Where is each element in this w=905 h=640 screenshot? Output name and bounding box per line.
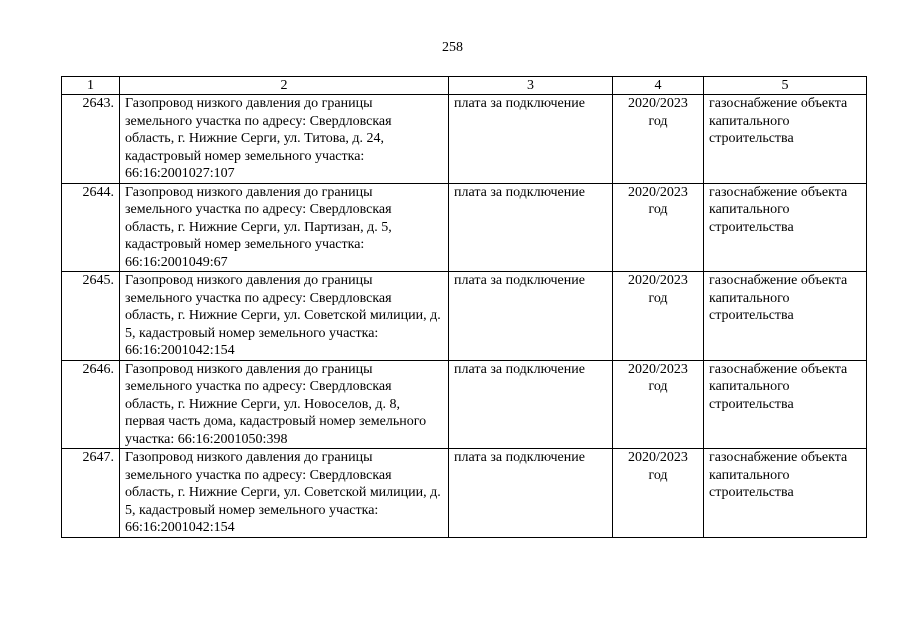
row-number-cell: 2646. xyxy=(62,360,120,449)
table-header-row xyxy=(62,77,867,95)
fee-type-cell: плата за подключение xyxy=(449,449,613,538)
page-number: 258 xyxy=(442,40,463,55)
fee-type-cell: плата за подключение xyxy=(449,272,613,361)
period-cell: 2020/2023 год xyxy=(613,95,704,184)
table-row xyxy=(62,272,867,361)
table-row xyxy=(62,183,867,272)
table-row xyxy=(62,360,867,449)
purpose-cell: газоснабжение объекта капитального строительства xyxy=(704,360,867,449)
row-number-cell: 2643. xyxy=(62,95,120,184)
row-number-cell: 2645. xyxy=(62,272,120,361)
column-header: 4 xyxy=(613,77,704,95)
period-cell: 2020/2023 год xyxy=(613,360,704,449)
row-number-cell: 2644. xyxy=(62,183,120,272)
table-row xyxy=(62,449,867,538)
column-header: 1 xyxy=(62,77,120,95)
object-description-cell: Газопровод низкого давления до границы земельного участка по адресу: Свердловская область, г. Нижние Серги, ул. Партизан, д. 5, кадастровый номер земельного участка: 66:16:2001049:67 xyxy=(120,183,449,272)
registry-table xyxy=(61,76,867,538)
column-header: 3 xyxy=(449,77,613,95)
purpose-cell: газоснабжение объекта капитального строительства xyxy=(704,183,867,272)
period-cell: 2020/2023 год xyxy=(613,183,704,272)
row-number-cell: 2647. xyxy=(62,449,120,538)
object-description-cell: Газопровод низкого давления до границы земельного участка по адресу: Свердловская область, г. Нижние Серги, ул. Советской милиции, д. 5, кадастровый номер земельного участка: 66:16:2001042:154 xyxy=(120,449,449,538)
object-description-cell: Газопровод низкого давления до границы земельного участка по адресу: Свердловская область, г. Нижние Серги, ул. Новоселов, д. 8, первая часть дома, кадастровый номер земельного участка: 66:16:2001050:398 xyxy=(120,360,449,449)
period-cell: 2020/2023 год xyxy=(613,272,704,361)
object-description-cell: Газопровод низкого давления до границы земельного участка по адресу: Свердловская область, г. Нижние Серги, ул. Советской милиции, д. 5, кадастровый номер земельного участка: 66:16:2001042:154 xyxy=(120,272,449,361)
column-header: 5 xyxy=(704,77,867,95)
fee-type-cell: плата за подключение xyxy=(449,360,613,449)
table-row xyxy=(62,95,867,184)
purpose-cell: газоснабжение объекта капитального строительства xyxy=(704,95,867,184)
object-description-cell: Газопровод низкого давления до границы земельного участка по адресу: Свердловская область, г. Нижние Серги, ул. Титова, д. 24, кадастровый номер земельного участка: 66:16:2001027:107 xyxy=(120,95,449,184)
purpose-cell: газоснабжение объекта капитального строительства xyxy=(704,272,867,361)
column-header: 2 xyxy=(120,77,449,95)
fee-type-cell: плата за подключение xyxy=(449,183,613,272)
purpose-cell: газоснабжение объекта капитального строительства xyxy=(704,449,867,538)
fee-type-cell: плата за подключение xyxy=(449,95,613,184)
period-cell: 2020/2023 год xyxy=(613,449,704,538)
